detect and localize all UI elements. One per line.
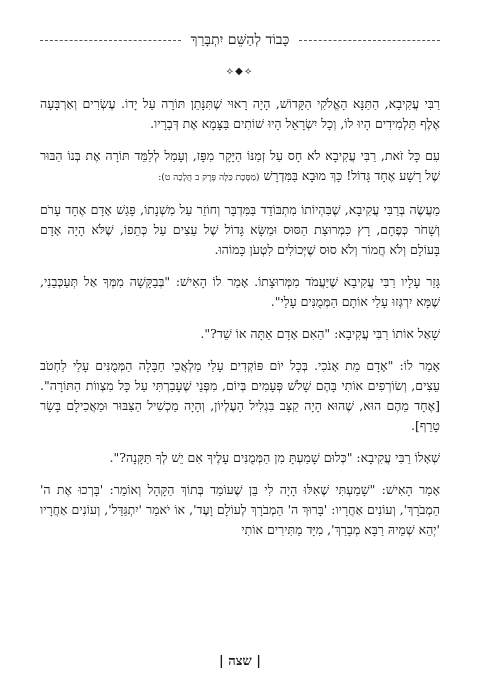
header-title: כָּבוֹד לְהַשֵּׁם יִתְבָּרַךְ	[190, 31, 290, 48]
paragraph: שְׁאָלוֹ רַבִּי עֲקִיבָא: "כְּלוּם שָׁמַעְתָּ מִן הַמְּמֻנִּים עָלֶיךָ אִם יֵשׁ לְךָ תַּקָּנָה?".	[109, 450, 440, 465]
paragraph: אָמַר לוֹ: "אָדָם מֵת אָנֹכִי. בְּכָל יוֹם פּוֹקְדִים עָלַי מַלְאֲכֵי חַבָּלָה הַמְּמֻנִּים עָלַי לַחְטֹב עֵצִים, וְשׂוֹרְפִים אוֹתִי בָּהֶם שָׁלֹשׁ פְּעָמִים בְּיוֹם, מִפְּנֵי שֶׁעָבַרְתִּי עַל כָּל מִצְווֹת הַתּוֹרָה". [אֶחָד מֵהֶם הוּא, שֶׁהוּא הָיָה קַצָּב בִּגְלִיל הָעֶלְיוֹן, וְהָיָה מַכְשִׁיל הַצִּבּוּר וּמַאֲכִילָם בָּשָׂר טָרֵף].	[40, 358, 440, 433]
header-rule-right	[299, 40, 440, 41]
running-header	[40, 30, 440, 50]
paragraph: מַעֲשֶׂה בְּרַבִּי עֲקִיבָא, שֶׁבִּהְיוֹתוֹ מִתְבּוֹדֵד בַּמִּדְבָּר וְחוֹזֵר עַל מִשְׁנָתוֹ, פָּגַשׁ אָדָם אֶחָד עָרֹם וְשָׁחֹר כְּפֶחָם, רָץ כִּמְרוּצַת הַסּוּס וּמַשָּׂא גָּדוֹל שֶׁל עֵצִים עַל כְּתֵפוֹ, שֶׁלֹּא הָיָה אָדָם בָּעוֹלָם וְלֹא חֲמוֹר וְלֹא סוּס שֶׁיְּכוֹלִים לִטְעֹן כָּמוֹהוּ.	[40, 202, 440, 257]
paragraph: גָּזַר עָלָיו רַבִּי עֲקִיבָא שֶׁיַּעֲמֹד מִמְּרוּצָתוֹ. אָמַר לוֹ הָאִישׁ: "בְּבַקָּשָׁה מִמְּךָ אַל תְּעַכְּבֵנִי, שֶׁמָּא יִרְגְּזוּ עָלַי אוֹתָם הַמְּמֻנִּים עָלַי".	[40, 274, 440, 309]
paragraph: שָׁאַל אוֹתוֹ רַבִּי עֲקִיבָא: "הַאִם אָדָם אַתָּה אוֹ שֵׁד?".	[200, 326, 440, 341]
paragraph: אָמַר הָאִישׁ: "שָׁמַעְתִּי שֶׁאִלּוּ הָיָה לִי בֵּן שֶׁעוֹמֵד בְּתוֹךְ הַקָּהָל וְאוֹמֵר: 'בָּרְכוּ אֶת ה' הַמְבֹרָךְ', וְעוֹנִים אַחֲרָיו: 'בָּרוּךְ ה' הַמְבֹרָךְ לְעוֹלָם וָעֶד', אוֹ יֹאמַר 'יִתְגַּדַּל', וְעוֹנִים אַחֲרָיו 'יְהֵא שְׁמֵיהּ רַבָּא מְבָרַךְ', מִיָּד מַתִּירִים אוֹתִי	[40, 482, 440, 537]
paragraph: רַבִּי עֲקִיבָא, הַתַּנָּא הָאֱלֹקִי הַקָּדוֹשׁ, הָיָה רָאוּי שֶׁתִּנָּתֵן תּוֹרָה עַל יָדוֹ. עֶשְׂרִים וְאַרְבָּעָה אֶלֶף תַּלְמִידִים הָיוּ לוֹ, וְכָל יִשְׂרָאֵל הָיוּ שׁוֹתִים בַּצָּמָא אֶת דְּבָרָיו.	[40, 96, 440, 131]
paragraph: עִם כָּל זֹאת, רַבִּי עֲקִיבָא לֹא חָס עַל זְמַנּוֹ הַיָּקָר מִפָּז, וְעָמַל לְלַמֵּד תּוֹרָה אֶת בְּנוֹ הַבּוּר שֶׁל רָשָׁע אֶחָד גָּדוֹל! כָּךְ מוּבָא בַּמִּדְרָשׁ (מַסֶּכֶת כַּלָּה פֶּרֶק ב הֲלָכָה ט):	[40, 148, 440, 183]
ornament-divider: ⟡◆⟡	[226, 66, 254, 77]
header-rule-left	[40, 40, 181, 41]
main-text	[40, 94, 440, 552]
source-reference: (מַסֶּכֶת כַּלָּה פֶּרֶק ב הֲלָכָה ט):	[158, 173, 260, 183]
page-number: | שצה |	[218, 654, 261, 669]
